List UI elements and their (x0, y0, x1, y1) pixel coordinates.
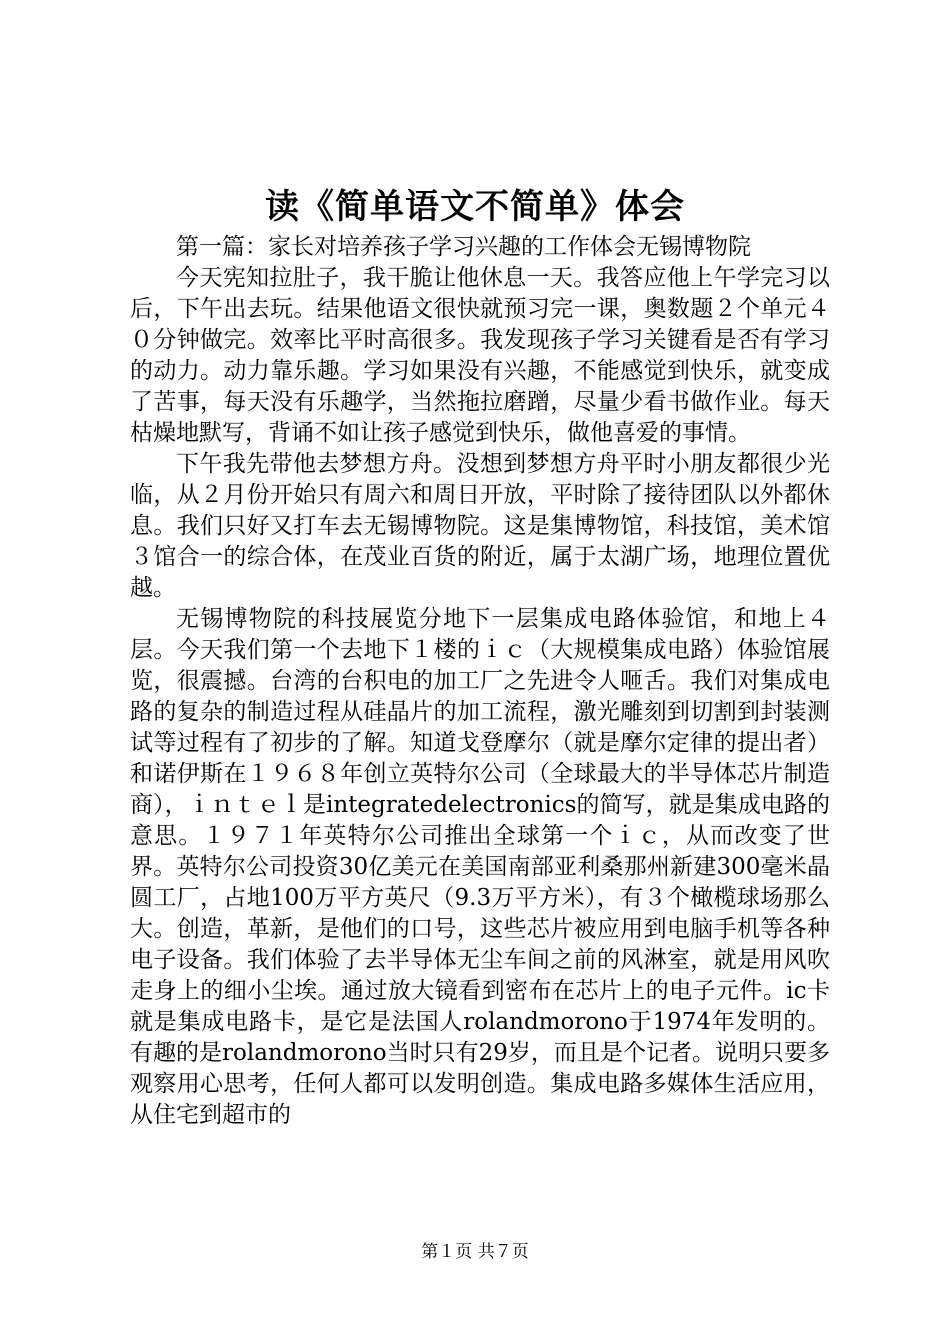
page-footer: 第１页 共７页 (421, 1242, 529, 1262)
paragraph-2: 下午我先带他去梦想方舟。没想到梦想方舟平时小朋友都很少光临，从２月份开始只有周六和周日开放，平时除了接待团队以外都休息。我们只好又打车去无锡博物院。这是集博物馆，科技馆，美术馆３馆合一的综合体，在茂业百货的附近，属于太湖广场，地理位置优越。 (130, 451, 830, 601)
paragraph-1: 今天宪知拉肚子，我干脆让他休息一天。我答应他上午学完习以后，下午出去玩。结果他语文很快就预习完一课，奥数题２个单元４０分钟做完。效率比平时高很多。我发现孩子学习关键看是否有学习的动力。动力靠乐趣。学习如果没有兴趣，不能感觉到快乐，就变成了苦事，每天没有乐趣学，当然拖拉磨蹭，尽量少看书做作业。每天枯燥地默写，背诵不如让孩子感觉到快乐，做他喜爱的事情。 (130, 265, 830, 446)
section-heading: 第一篇：家长对培养孩子学习兴趣的工作体会无锡博物院 (176, 234, 751, 260)
document-title: 读《简单语文不简单》体会 (265, 187, 685, 227)
paragraph-3: 无锡博物院的科技展览分地下一层集成电路体验馆，和地上４层。今天我们第一个去地下１楼的ｉｃ（大规模集成电路）体验馆展览，很震撼。台湾的台积电的加工厂之先进令人咂舌。我们对集成电路的复杂的制造过程从硅晶片的加工流程，激光雕刻到切割到封装测试等过程有了初步的了解。知道戈登摩尔（就是摩尔定律的提出者）和诺伊斯在１９６８年创立英特尔公司（全球最大的半导体芯片制造商），ｉｎｔｅｌ是integratedelectronics的简写，就是集成电路的意思。１９７１年英特尔公司推出全球第一个ｉｃ，从而改变了世界。英特尔公司投资30亿美元在美国南部亚利桑那州新建300毫米晶圆工厂，占地100万平方英尺（9.3万平方米），有３个橄榄球场那么大。创造，革新，是他们的口号，这些芯片被应用到电脑手机等各种电子设备。我们体验了去半导体无尘车间之前的风淋室，就是用风吹走身上的细小尘埃。通过放大镜看到密布在芯片上的电子元件。ic卡就是集成电路卡，是它是法国人rolandmorono于1974年发明的。有趣的是rolandmorono当时只有29岁，而且是个记者。说明只要多观察用心思考，任何人都可以发明创造。集成电路多媒体生活应用，从住宅到超市的 (130, 606, 830, 1128)
document-body (130, 232, 830, 1131)
